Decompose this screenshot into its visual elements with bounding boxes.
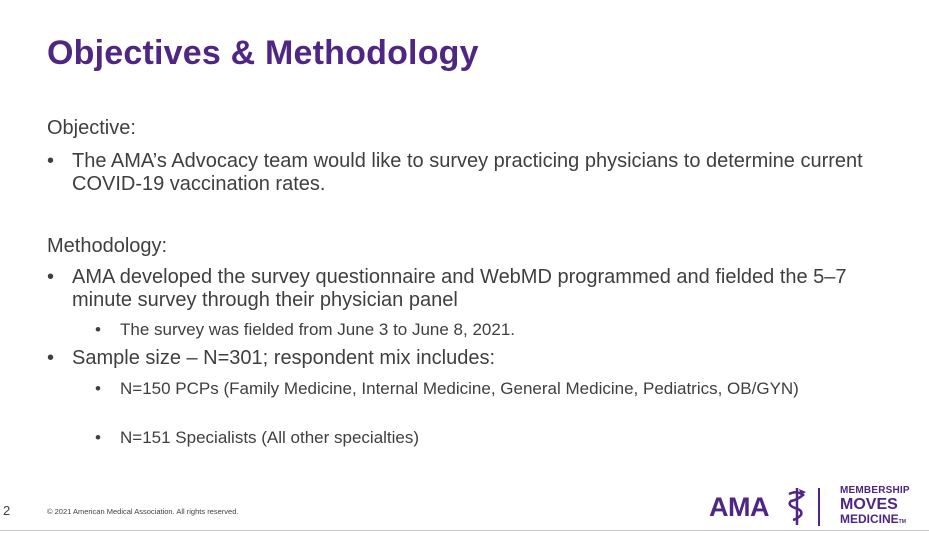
methodology-bullet-1-text: AMA developed the survey questionnaire and WebMD programmed and fielded the 5–7 minute survey through their physician panel bbox=[72, 266, 847, 311]
slide-title: Objectives & Methodology bbox=[47, 34, 479, 72]
footer-rule bbox=[0, 530, 929, 531]
methodology-sub-bullet-2a bbox=[95, 378, 815, 399]
staff-of-asclepius-icon bbox=[783, 486, 811, 526]
sub-bullet-dot: • bbox=[95, 379, 101, 398]
methodology-sub-bullet-1 bbox=[95, 319, 815, 340]
tagline-line-1: MEMBERSHIP bbox=[840, 485, 910, 496]
methodology-bullet-2 bbox=[47, 347, 867, 370]
bullet-dot: • bbox=[47, 347, 55, 369]
ama-logo-text: AMA bbox=[709, 492, 769, 522]
methodology-sub-2b-text: N=151 Specialists (All other specialties) bbox=[120, 428, 420, 447]
page-number: 2 bbox=[3, 503, 11, 518]
membership-moves-medicine-logo bbox=[840, 486, 910, 525]
sub-bullet-dot: • bbox=[95, 320, 101, 339]
logo-divider bbox=[818, 488, 820, 526]
bullet-dot: • bbox=[47, 266, 55, 288]
methodology-sub-1-text: The survey was fielded from June 3 to June 8, 2021. bbox=[120, 320, 516, 339]
objective-label: Objective: bbox=[47, 117, 136, 139]
methodology-sub-2a-text: N=150 PCPs (Family Medicine, Internal Medicine, General Medicine, Pediatrics, OB/GYN) bbox=[120, 379, 799, 398]
copyright-notice: © 2021 American Medical Association. All rights reserved. bbox=[47, 507, 239, 516]
methodology-bullet-2-text: Sample size – N=301; respondent mix includes: bbox=[72, 347, 496, 369]
methodology-bullet-1 bbox=[47, 266, 867, 312]
methodology-label: Methodology: bbox=[47, 235, 168, 257]
tagline-line-3: MEDICINE bbox=[840, 512, 899, 526]
methodology-sub-bullet-2b bbox=[95, 427, 815, 448]
sub-bullet-dot: • bbox=[95, 428, 101, 447]
objective-bullet-text: The AMA’s Advocacy team would like to survey practicing physicians to determine current COVID-19 vaccination rates. bbox=[72, 150, 863, 195]
objective-bullet bbox=[47, 150, 867, 196]
tagline-line-2: MOVES bbox=[840, 496, 898, 513]
trademark-symbol: TM bbox=[898, 519, 906, 525]
bullet-dot: • bbox=[47, 150, 55, 172]
